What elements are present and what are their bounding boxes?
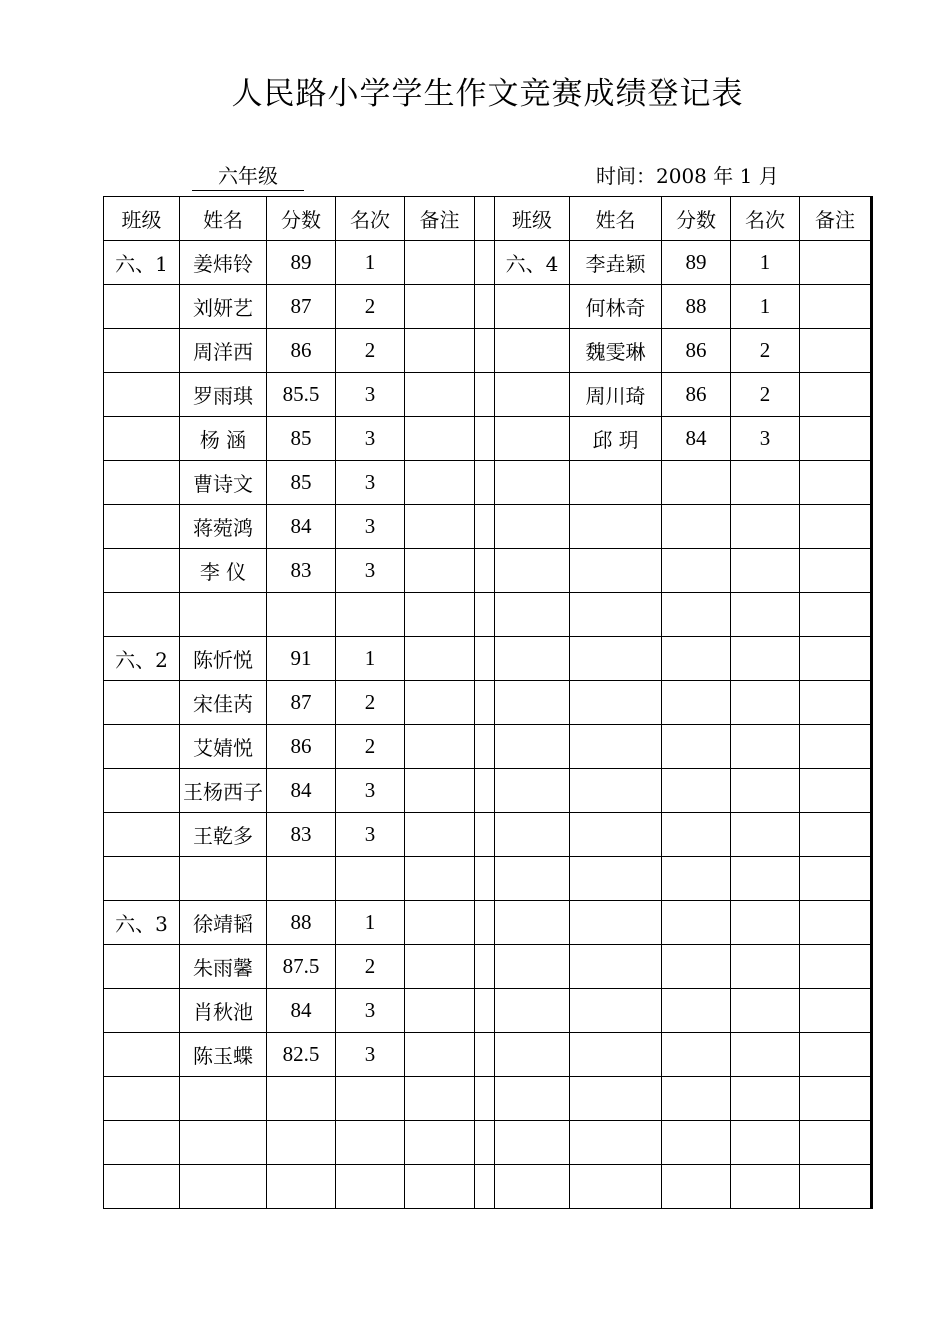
cell-name-right [570, 461, 662, 505]
cell-name-right [570, 725, 662, 769]
cell-class-right [495, 329, 570, 373]
cell-name-right [570, 681, 662, 725]
cell-score: 83 [267, 549, 336, 593]
cell-rank: 3 [336, 549, 405, 593]
cell-rank-right [731, 1121, 800, 1165]
cell-class-right: 六、4 [495, 241, 570, 285]
cell-gap [475, 945, 495, 989]
cell-rank-right [731, 989, 800, 1033]
cell-class-right [495, 593, 570, 637]
cell-class [104, 769, 180, 813]
cell-score-right [662, 945, 731, 989]
cell-name-right [570, 1077, 662, 1121]
table-row [104, 505, 872, 549]
cell-remark-right [800, 549, 872, 593]
cell-gap [475, 241, 495, 285]
cell-remark-right [800, 681, 872, 725]
cell-gap [475, 637, 495, 681]
cell-remark-right [800, 637, 872, 681]
table-header-row [104, 197, 872, 241]
table-row [104, 1033, 872, 1077]
cell-score-right: 88 [662, 285, 731, 329]
cell-remark-right [800, 461, 872, 505]
cell-score: 88 [267, 901, 336, 945]
cell-rank-right [731, 769, 800, 813]
cell-rank-right [731, 681, 800, 725]
cell-name: 艾婧悦 [180, 725, 267, 769]
cell-rank-right [731, 857, 800, 901]
cell-remark-right [800, 813, 872, 857]
cell-class [104, 593, 180, 637]
cell-class-right [495, 505, 570, 549]
header-cell-name: 姓名 [180, 197, 267, 241]
cell-remark-right [800, 1165, 872, 1209]
cell-score: 83 [267, 813, 336, 857]
cell-score [267, 857, 336, 901]
cell-rank-right [731, 901, 800, 945]
cell-class [104, 725, 180, 769]
cell-rank-right [731, 945, 800, 989]
cell-rank-right [731, 1033, 800, 1077]
cell-gap [475, 901, 495, 945]
cell-score-right [662, 549, 731, 593]
cell-remark-right [800, 769, 872, 813]
cell-score: 89 [267, 241, 336, 285]
cell-score-right [662, 681, 731, 725]
cell-remark [405, 549, 475, 593]
table-row [104, 1077, 872, 1121]
header-cell-remark-right: 备注 [800, 197, 872, 241]
cell-class [104, 989, 180, 1033]
cell-score: 87.5 [267, 945, 336, 989]
cell-rank: 2 [336, 329, 405, 373]
table-row [104, 769, 872, 813]
table-row [104, 857, 872, 901]
cell-score-right [662, 1121, 731, 1165]
cell-remark-right [800, 725, 872, 769]
cell-score: 87 [267, 681, 336, 725]
cell-rank: 3 [336, 461, 405, 505]
header-cell-rank: 名次 [336, 197, 405, 241]
cell-rank-right [731, 725, 800, 769]
cell-remark [405, 1165, 475, 1209]
cell-rank: 2 [336, 681, 405, 725]
cell-remark-right [800, 1077, 872, 1121]
cell-remark-right [800, 505, 872, 549]
cell-class-right [495, 1077, 570, 1121]
cell-class: 六、2 [104, 637, 180, 681]
cell-score-right: 89 [662, 241, 731, 285]
cell-class-right [495, 681, 570, 725]
cell-name [180, 857, 267, 901]
cell-rank-right [731, 1077, 800, 1121]
cell-name-right [570, 989, 662, 1033]
cell-score-right [662, 1077, 731, 1121]
cell-gap [475, 549, 495, 593]
cell-rank-right [731, 1165, 800, 1209]
cell-class-right [495, 813, 570, 857]
cell-name-right [570, 549, 662, 593]
cell-remark [405, 417, 475, 461]
cell-score [267, 1077, 336, 1121]
table-row [104, 989, 872, 1033]
cell-class [104, 813, 180, 857]
cell-name: 徐靖韬 [180, 901, 267, 945]
cell-class-right [495, 637, 570, 681]
cell-name-right [570, 901, 662, 945]
table-row [104, 241, 872, 285]
cell-remark-right [800, 241, 872, 285]
cell-name-right [570, 945, 662, 989]
cell-class [104, 1121, 180, 1165]
cell-score: 82.5 [267, 1033, 336, 1077]
cell-name [180, 593, 267, 637]
cell-class [104, 285, 180, 329]
cell-name: 李 仪 [180, 549, 267, 593]
cell-name: 蒋菀鸿 [180, 505, 267, 549]
cell-score: 84 [267, 769, 336, 813]
cell-remark [405, 1121, 475, 1165]
table-row [104, 373, 872, 417]
cell-remark [405, 637, 475, 681]
cell-name: 朱雨馨 [180, 945, 267, 989]
cell-rank-right: 2 [731, 329, 800, 373]
cell-class-right [495, 857, 570, 901]
cell-gap [475, 593, 495, 637]
cell-remark-right [800, 373, 872, 417]
cell-remark [405, 461, 475, 505]
cell-rank-right [731, 637, 800, 681]
cell-class-right [495, 945, 570, 989]
cell-rank [336, 857, 405, 901]
cell-remark-right [800, 1121, 872, 1165]
cell-class [104, 373, 180, 417]
cell-remark [405, 945, 475, 989]
cell-remark [405, 901, 475, 945]
cell-class-right [495, 769, 570, 813]
cell-name-right: 何林奇 [570, 285, 662, 329]
cell-class [104, 549, 180, 593]
cell-name: 杨 涵 [180, 417, 267, 461]
cell-score: 87 [267, 285, 336, 329]
grade-label: 六年级 [192, 162, 304, 191]
cell-rank: 3 [336, 373, 405, 417]
cell-name: 曹诗文 [180, 461, 267, 505]
cell-name-right [570, 769, 662, 813]
cell-name [180, 1165, 267, 1209]
cell-score-right [662, 593, 731, 637]
cell-class-right [495, 1165, 570, 1209]
table-row [104, 725, 872, 769]
cell-remark [405, 241, 475, 285]
table-row [104, 593, 872, 637]
cell-name-right: 李垚颖 [570, 241, 662, 285]
cell-name: 陈玉蝶 [180, 1033, 267, 1077]
cell-name-right: 邱 玥 [570, 417, 662, 461]
cell-class [104, 461, 180, 505]
cell-rank: 1 [336, 901, 405, 945]
cell-score: 85 [267, 417, 336, 461]
cell-class-right [495, 461, 570, 505]
cell-class-right [495, 1033, 570, 1077]
cell-score-right [662, 461, 731, 505]
cell-gap [475, 989, 495, 1033]
cell-remark-right [800, 329, 872, 373]
cell-rank: 3 [336, 1033, 405, 1077]
header-cell-score-right: 分数 [662, 197, 731, 241]
cell-score-right [662, 1033, 731, 1077]
cell-score [267, 1165, 336, 1209]
cell-gap [475, 505, 495, 549]
cell-remark-right [800, 857, 872, 901]
table-row [104, 813, 872, 857]
cell-name [180, 1121, 267, 1165]
cell-remark [405, 813, 475, 857]
table-row [104, 417, 872, 461]
cell-rank: 2 [336, 285, 405, 329]
table-row [104, 1121, 872, 1165]
cell-rank-right: 2 [731, 373, 800, 417]
cell-score-right [662, 505, 731, 549]
cell-name: 刘妍艺 [180, 285, 267, 329]
cell-name: 周洋西 [180, 329, 267, 373]
cell-class [104, 1077, 180, 1121]
cell-class [104, 329, 180, 373]
cell-remark-right [800, 1033, 872, 1077]
cell-name-right [570, 813, 662, 857]
cell-class [104, 505, 180, 549]
cell-remark [405, 857, 475, 901]
cell-gap [475, 769, 495, 813]
cell-score: 84 [267, 989, 336, 1033]
header-cell-name-right: 姓名 [570, 197, 662, 241]
cell-score-right: 86 [662, 373, 731, 417]
cell-rank-right [731, 813, 800, 857]
score-table [103, 196, 873, 1209]
cell-rank-right: 1 [731, 241, 800, 285]
date-label: 时间：2008 年 1 月 [596, 164, 779, 188]
cell-class-right [495, 373, 570, 417]
cell-name-right [570, 1165, 662, 1209]
cell-remark-right [800, 417, 872, 461]
cell-class [104, 945, 180, 989]
cell-name-right: 周川琦 [570, 373, 662, 417]
cell-score: 91 [267, 637, 336, 681]
table-row [104, 637, 872, 681]
cell-score-right [662, 901, 731, 945]
cell-remark [405, 285, 475, 329]
cell-remark-right [800, 593, 872, 637]
cell-rank: 3 [336, 769, 405, 813]
cell-score-right [662, 637, 731, 681]
cell-rank: 3 [336, 505, 405, 549]
cell-rank: 2 [336, 725, 405, 769]
cell-remark [405, 373, 475, 417]
cell-gap [475, 681, 495, 725]
table-row [104, 285, 872, 329]
cell-score-right: 86 [662, 329, 731, 373]
table-row [104, 549, 872, 593]
cell-name: 宋佳芮 [180, 681, 267, 725]
cell-remark-right [800, 945, 872, 989]
cell-score [267, 593, 336, 637]
cell-rank: 1 [336, 241, 405, 285]
cell-score-right [662, 769, 731, 813]
cell-gap [475, 285, 495, 329]
table-row [104, 901, 872, 945]
table-row [104, 945, 872, 989]
cell-class-right [495, 417, 570, 461]
cell-remark [405, 725, 475, 769]
cell-gap [475, 461, 495, 505]
cell-name: 罗雨琪 [180, 373, 267, 417]
page-title: 人民路小学学生作文竞赛成绩登记表 [231, 76, 744, 112]
cell-name: 姜炜铃 [180, 241, 267, 285]
cell-score-right [662, 857, 731, 901]
cell-remark [405, 989, 475, 1033]
cell-score-right [662, 725, 731, 769]
cell-remark [405, 769, 475, 813]
cell-name-right: 魏雯琳 [570, 329, 662, 373]
cell-name [180, 1077, 267, 1121]
cell-score-right [662, 989, 731, 1033]
cell-score-right: 84 [662, 417, 731, 461]
header-cell-rank-right: 名次 [731, 197, 800, 241]
cell-rank: 1 [336, 637, 405, 681]
cell-remark [405, 681, 475, 725]
cell-remark-right [800, 901, 872, 945]
table-row [104, 461, 872, 505]
table-row [104, 681, 872, 725]
cell-remark [405, 505, 475, 549]
cell-class: 六、3 [104, 901, 180, 945]
header-cell-remark: 备注 [405, 197, 475, 241]
cell-class [104, 417, 180, 461]
cell-class [104, 1033, 180, 1077]
cell-name: 王杨西子 [180, 769, 267, 813]
cell-class [104, 1165, 180, 1209]
cell-rank: 2 [336, 945, 405, 989]
cell-name: 肖秋池 [180, 989, 267, 1033]
cell-remark [405, 329, 475, 373]
cell-rank: 3 [336, 417, 405, 461]
cell-rank [336, 1165, 405, 1209]
cell-name-right [570, 1121, 662, 1165]
cell-rank [336, 1121, 405, 1165]
cell-remark [405, 1077, 475, 1121]
cell-name-right [570, 857, 662, 901]
cell-rank [336, 593, 405, 637]
cell-name-right [570, 593, 662, 637]
cell-class [104, 681, 180, 725]
cell-name: 陈忻悦 [180, 637, 267, 681]
table-row [104, 329, 872, 373]
cell-gap [475, 417, 495, 461]
cell-score-right [662, 813, 731, 857]
cell-rank-right: 3 [731, 417, 800, 461]
cell-rank-right [731, 461, 800, 505]
cell-name-right [570, 505, 662, 549]
cell-score: 84 [267, 505, 336, 549]
cell-gap [475, 373, 495, 417]
cell-score: 86 [267, 725, 336, 769]
cell-score [267, 1121, 336, 1165]
cell-rank-right [731, 549, 800, 593]
header-cell-score: 分数 [267, 197, 336, 241]
cell-rank: 3 [336, 813, 405, 857]
cell-score-right [662, 1165, 731, 1209]
cell-remark [405, 1033, 475, 1077]
header-cell-class-right: 班级 [495, 197, 570, 241]
cell-class-right [495, 549, 570, 593]
cell-name-right [570, 1033, 662, 1077]
table-row [104, 1165, 872, 1209]
cell-score: 85 [267, 461, 336, 505]
header-cell-class: 班级 [104, 197, 180, 241]
cell-gap [475, 1165, 495, 1209]
cell-rank [336, 1077, 405, 1121]
cell-gap [475, 329, 495, 373]
cell-rank: 3 [336, 989, 405, 1033]
cell-rank-right [731, 593, 800, 637]
cell-gap [475, 1033, 495, 1077]
cell-gap [475, 1121, 495, 1165]
cell-gap [475, 1077, 495, 1121]
cell-rank-right: 1 [731, 285, 800, 329]
cell-remark-right [800, 989, 872, 1033]
cell-name: 王乾多 [180, 813, 267, 857]
cell-gap [475, 813, 495, 857]
cell-class: 六、1 [104, 241, 180, 285]
cell-score: 85.5 [267, 373, 336, 417]
cell-gap [475, 857, 495, 901]
cell-rank-right [731, 505, 800, 549]
cell-score: 86 [267, 329, 336, 373]
cell-class-right [495, 285, 570, 329]
cell-class-right [495, 989, 570, 1033]
cell-class [104, 857, 180, 901]
cell-class-right [495, 725, 570, 769]
cell-name-right [570, 637, 662, 681]
cell-gap [475, 725, 495, 769]
cell-class-right [495, 901, 570, 945]
cell-remark [405, 593, 475, 637]
header-cell-gap [475, 197, 495, 241]
cell-class-right [495, 1121, 570, 1165]
cell-remark-right [800, 285, 872, 329]
